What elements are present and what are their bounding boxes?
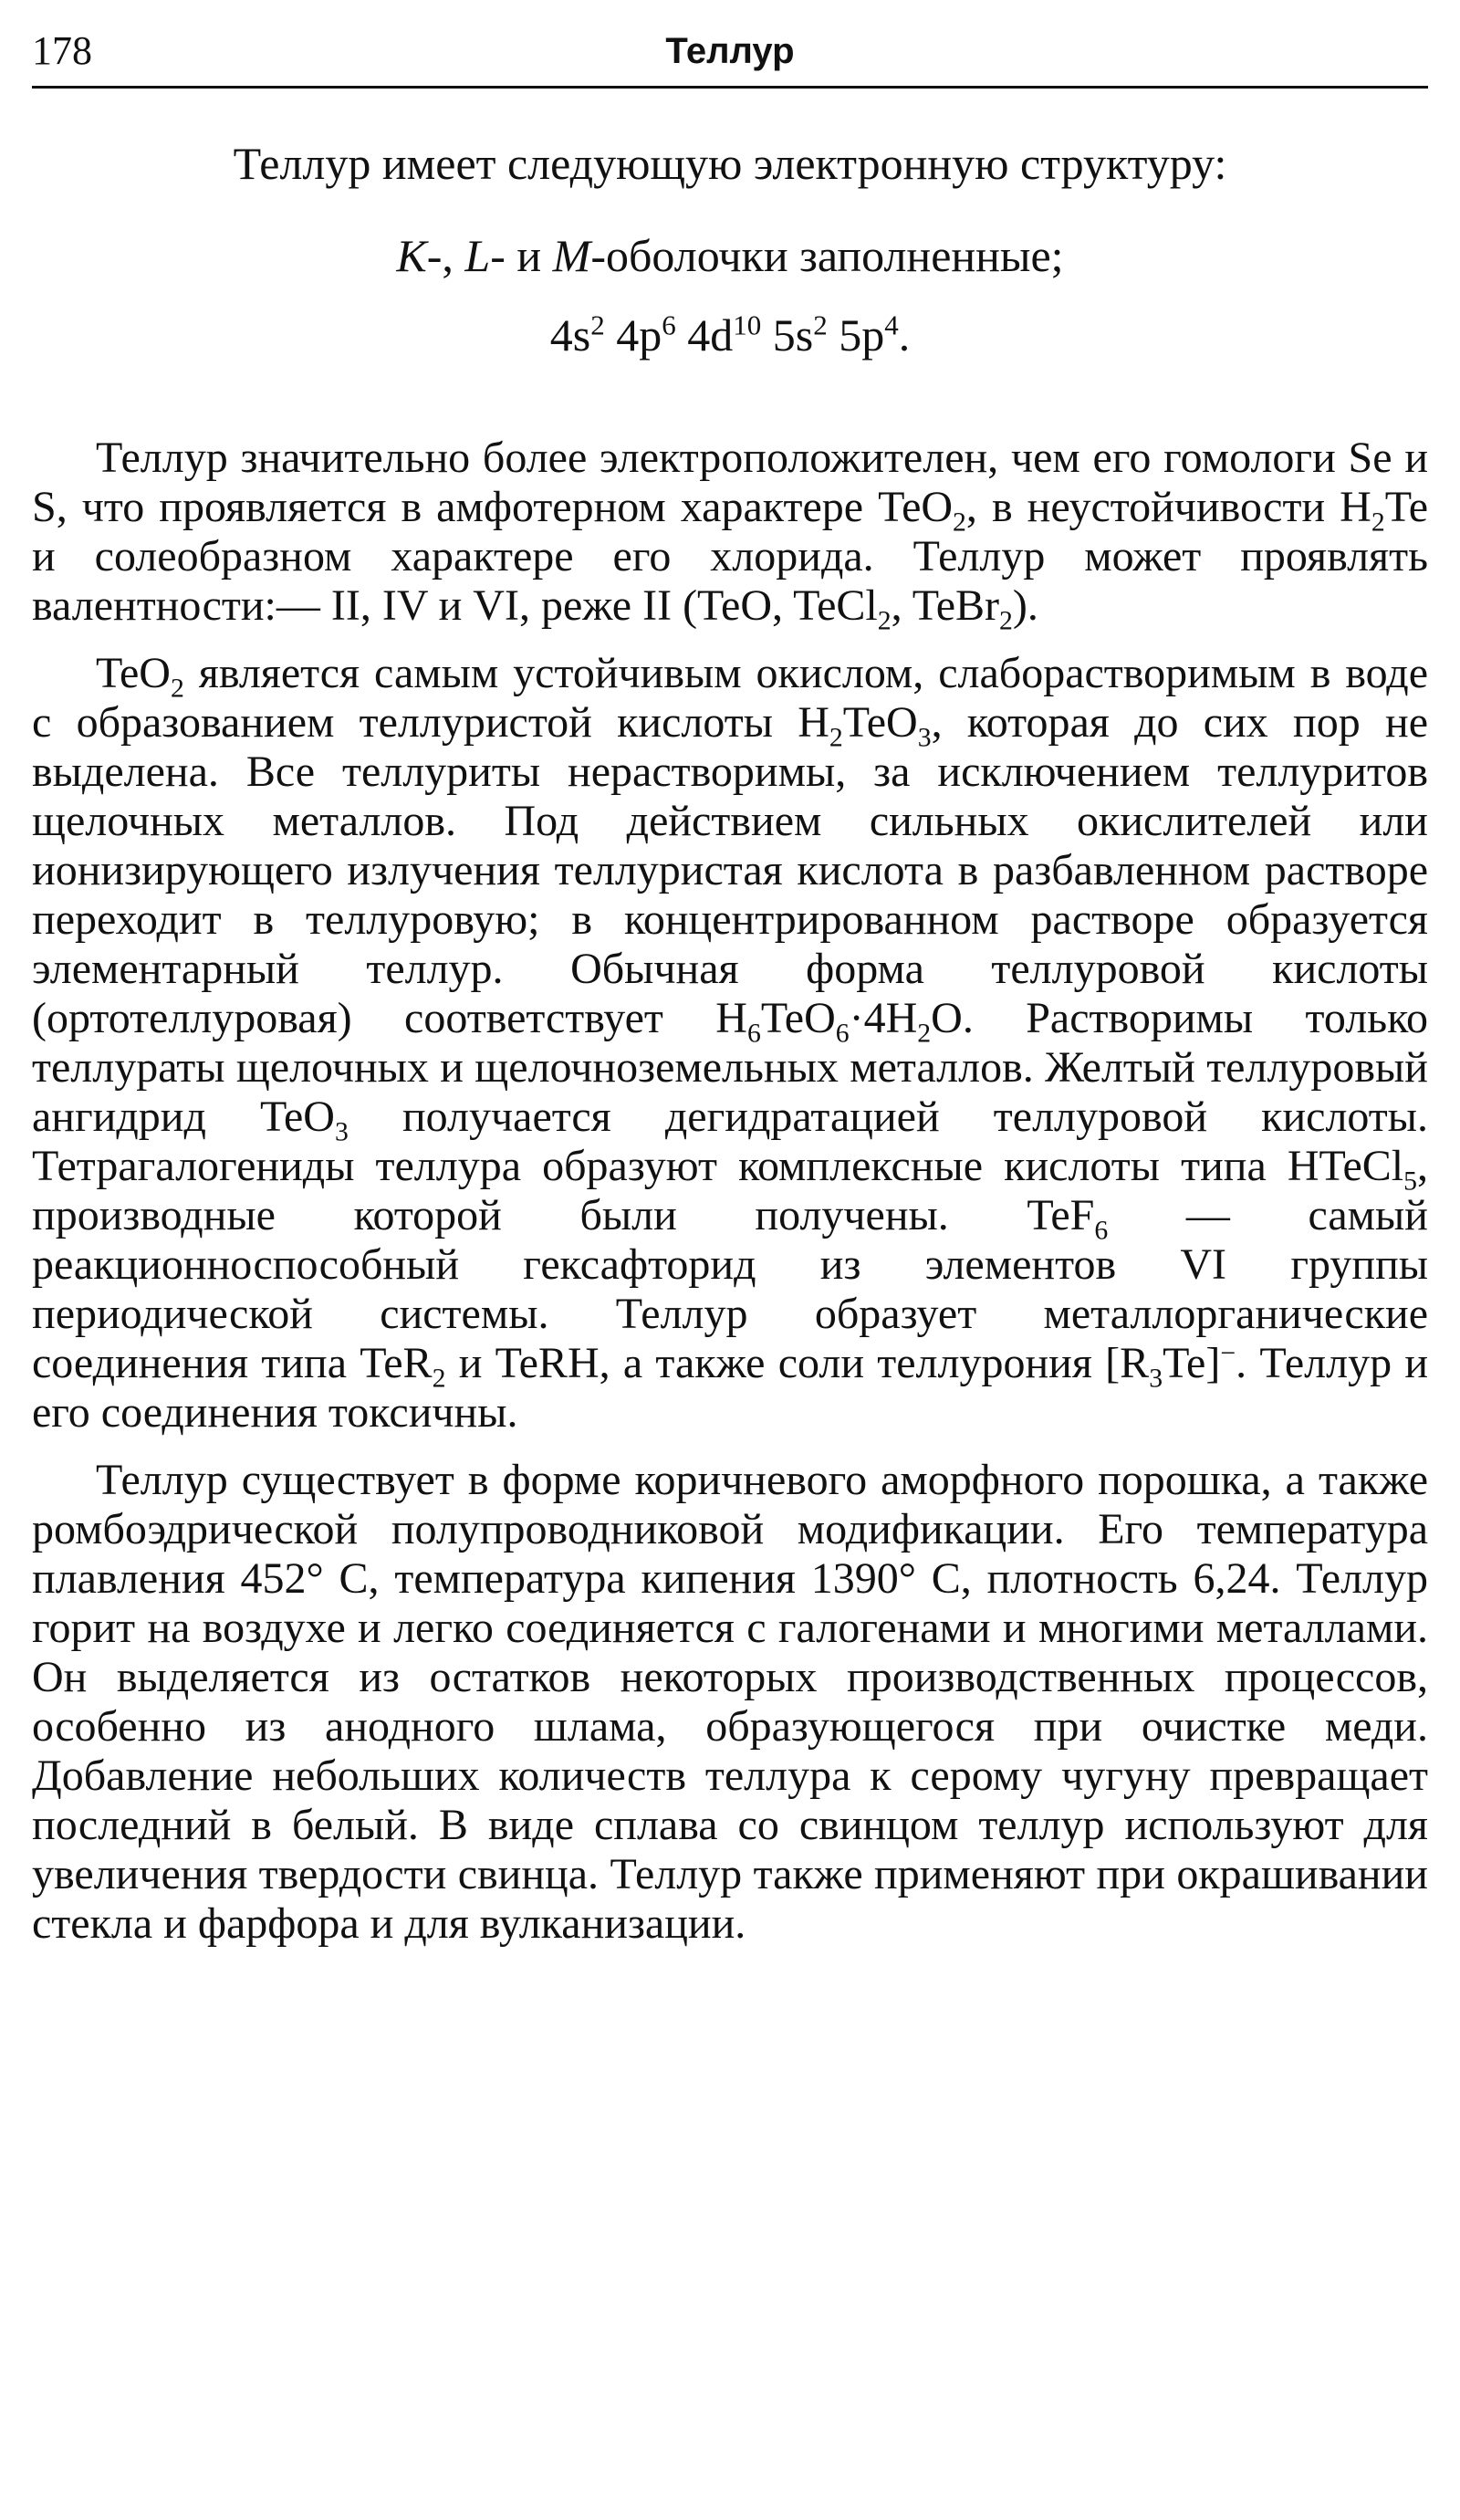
shell-m: M <box>552 230 591 281</box>
page-header <box>32 11 1428 89</box>
orbital-count: 4 <box>884 308 899 341</box>
orbital: 5s <box>761 309 814 361</box>
electron-configuration <box>32 306 1428 365</box>
orbital: 5p <box>827 309 885 361</box>
page-number: 178 <box>32 28 92 73</box>
orbital: 4p <box>604 309 662 361</box>
orbital-count: 2 <box>590 308 605 341</box>
shells-line <box>32 226 1428 286</box>
shell-sep: - и <box>490 230 553 281</box>
orbital-count: 2 <box>813 308 828 341</box>
shell-sep: -, <box>426 230 465 281</box>
orbital: 4d <box>675 309 734 361</box>
running-title: Теллур <box>665 31 795 71</box>
orbital: . <box>898 309 911 361</box>
electron-structure <box>32 226 1428 365</box>
orbital-count: 6 <box>662 308 676 341</box>
orbital-count: 10 <box>733 308 762 341</box>
shell-text: -оболочки заполненные; <box>590 230 1064 281</box>
paragraph-3: Теллур существует в форме коричневого аморфного порошка, а также ромбоэдрической полупроводниковой модификации. Его температура плавления 452° C, температура кипения 1390° C, плотность 6,24. Теллур горит на воздухе и легко соединяется с галогенами и многими металлами. Он выделяется из остатков некоторых производственных процессов, особенно из анодного шлама, образующегося при очистке меди. Добавление небольших количеств теллура к серому чугуну превращает последний в белый. В виде сплава со свинцом теллур используют для увеличения твердости свинца. Теллур также применяют при окрашивании стекла и фарфора и для вулканизации. <box>32 1456 1428 1948</box>
orbital: 4s <box>549 309 591 361</box>
shell-k: K <box>396 230 427 281</box>
intro-sentence: Теллур имеет следующую электронную структуру: <box>233 138 1227 189</box>
paragraph-2: TeO$_2$ является самым устойчивым окислом, слаборастворимым в воде с образованием теллуристой кислоты $H_2TeO_3$, которая до сих пор не выделена. Все теллуриты нерастворимы, за исключением теллуритов щелочных металлов. Под действием сильных окислителей или ионизирующего излучения теллуристая кислота в разбавленном растворе переходит в теллуровую; в концентрированном растворе образуется элементарный теллур. Обычная форма теллуровой кислоты (ортотеллуровая) соответствует $H_6TeO_6\cdot 4H_2O$. Растворимы только теллураты щелочных и щелочноземельных металлов. Желтый теллуровый ангидрид TeO$_3$ получается дегидратацией теллуровой кислоты. Тетрагалогениды теллура образуют комплексные кислоты типа HTeCl$_5$, производные которой были получены. TeF$_6$ — самый реакционноспособный гексафторид из элементов VI группы периодической системы. Теллур образует металлорганические соединения типа TeR$_2$ и TeRH, а также соли теллурония $[R_3Te]^-$. Теллур и его соединения токсичны. <box>32 649 1429 1437</box>
page-body <box>32 137 1428 1967</box>
shell-l: L <box>464 230 491 281</box>
text-body <box>32 434 1428 1949</box>
paragraph-1: Теллур значительно более электроположителен, чем его гомологи Se и S, что проявляется в амфотерном характере TeO$_2$, в неустойчивости $H_2Te$ и солеобразном характере его хлорида. Теллур может проявлять валентности:— II, IV и VI, реже II (TeO, TeCl$_2$, TeBr$_2$). <box>32 434 1428 636</box>
